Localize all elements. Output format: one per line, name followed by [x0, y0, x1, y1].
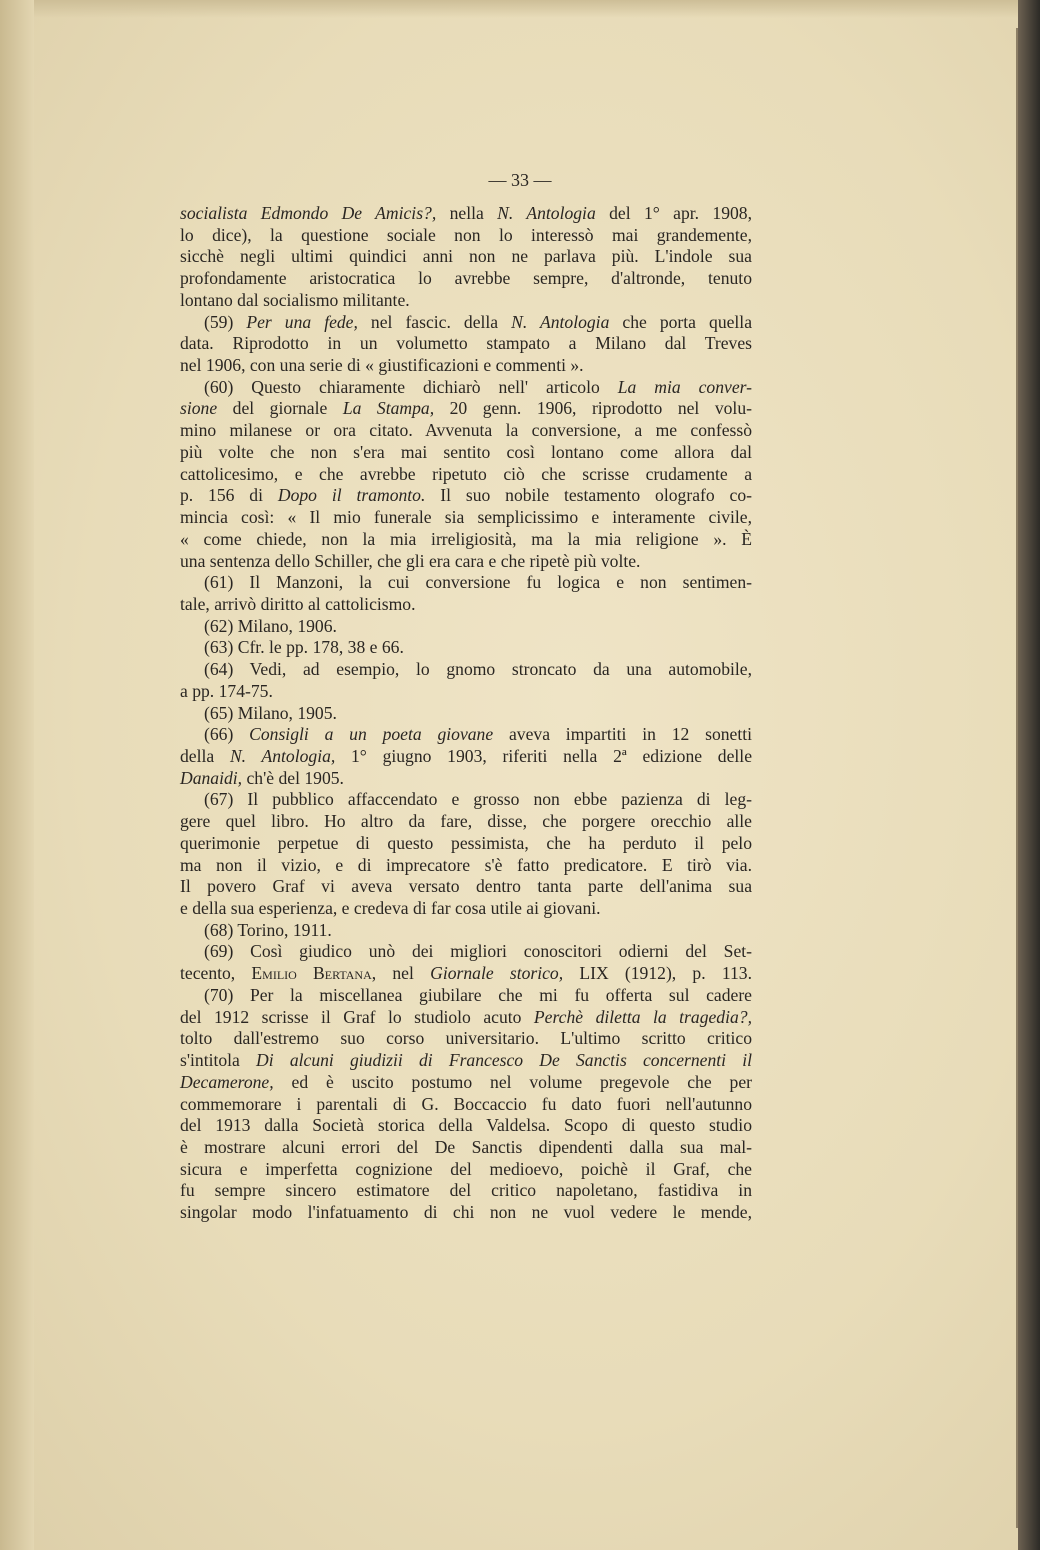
page-top-shadow — [0, 0, 1040, 18]
text-line — [180, 1136, 752, 1158]
text-segment: del 1913 dalla Società storica della Valdelsa. Scopo di questo studio — [180, 1115, 752, 1136]
text-segment: del giornale — [217, 398, 343, 419]
text-segment: ma non il vizio, e di imprecatore s'è fatto predicatore. E tirò via. — [180, 854, 752, 875]
text-segment: più volte che non s'era mai sentito così lontano come allora dal — [180, 441, 752, 462]
text-line — [180, 441, 752, 463]
text-segment: aveva impartiti in 12 sonetti — [493, 724, 753, 745]
text-segment: una sentenza dello Schiller, che gli era cara e che ripetè più volte. — [180, 550, 641, 571]
text-line — [204, 788, 752, 810]
text-line — [180, 1201, 752, 1223]
italic-text: socialista Edmondo De Amicis?, — [180, 203, 437, 223]
text-segment: della — [180, 746, 230, 766]
text-segment: lo dice), la questione sociale non lo interessò mai grandemente, — [180, 224, 752, 245]
text-segment: cattolicesimo, e che avrebbe ripetuto ciò che scrisse crudamente a — [180, 463, 752, 484]
text-segment: gere quel libro. Ho altro da fare, disse, che porgere orecchio alle — [180, 811, 752, 832]
text-line — [180, 463, 752, 485]
text-line — [180, 832, 752, 854]
italic-text: sione — [180, 398, 218, 419]
italic-text: Consigli a un poeta giovane — [249, 724, 494, 745]
small-caps-text: Emilio Bertana — [251, 963, 372, 984]
text-segment: nel fascic. della — [357, 311, 512, 332]
text-line — [204, 615, 752, 637]
text-line — [204, 571, 752, 593]
text-segment: è mostrare alcuni errori del De Sanctis dipendenti dalla sua mal- — [180, 1136, 752, 1157]
text-segment: tolto dall'estremo suo corso universitario. L'ultimo scritto critico — [180, 1028, 752, 1049]
italic-text: Di alcuni giudizii di Francesco De Sanctis concernenti il — [256, 1050, 752, 1071]
text-line — [204, 919, 752, 941]
text-line — [180, 419, 752, 441]
text-segment: LIX (1912), p. 113. — [563, 963, 752, 984]
text-line — [204, 311, 752, 333]
text-segment: « come chiede, non la mia irreligiosità, ma la mia religione ». È — [180, 528, 752, 549]
text-segment: nella — [436, 203, 498, 223]
italic-text: Giornale storico, — [430, 963, 564, 984]
text-line — [180, 397, 752, 419]
text-line — [180, 506, 752, 528]
text-segment: Il povero Graf vi aveva versato dentro tanta parte dell'anima sua — [180, 876, 752, 897]
text-segment: a pp. 174-75. — [180, 680, 273, 701]
text-line — [180, 1049, 752, 1071]
italic-text: N. Antologia — [511, 311, 610, 332]
text-line — [180, 332, 752, 354]
text-segment: (70) Per la miscellanea giubilare che mi fu offerta sul cadere — [204, 984, 752, 1005]
text-line — [180, 245, 752, 267]
text-line — [204, 984, 752, 1006]
text-segment: p. 156 di — [180, 485, 278, 506]
text-segment: (64) Vedi, ad esempio, lo gnomo stroncato da una automobile, — [204, 659, 752, 680]
italic-text: Dopo il tramonto. — [277, 485, 426, 506]
text-segment: profondamente aristocratica lo avrebbe sempre, d'altronde, tenuto — [180, 268, 752, 289]
text-segment: (61) Il Manzoni, la cui conversione fu logica e non sentimen- — [204, 572, 752, 593]
text-segment: 20 genn. 1906, riprodotto nel volu- — [434, 398, 752, 419]
text-segment: sicchè negli ultimi quindici anni non ne parlava più. L'indole sua — [180, 246, 752, 267]
text-line — [180, 484, 752, 506]
text-line — [180, 1027, 752, 1049]
text-line — [204, 702, 752, 724]
text-segment: (62) Milano, 1906. — [204, 615, 337, 636]
text-segment: ch'è del 1905. — [242, 767, 344, 788]
text-line — [180, 267, 752, 289]
text-segment: (67) Il pubblico affaccendato e grosso non ebbe pazienza di leg- — [204, 789, 752, 810]
text-line — [180, 593, 752, 615]
text-line — [180, 550, 752, 572]
text-segment: tale, arrivò diritto al cattolicismo. — [180, 593, 416, 614]
text-segment: commemorare i parentali di G. Boccaccio fu dato fuori nell'autunno — [180, 1093, 752, 1114]
text-segment: s'intitola — [180, 1050, 257, 1071]
italic-text: La mia conver- — [617, 376, 752, 397]
text-line — [180, 224, 752, 246]
text-segment: (60) Questo chiaramente dichiarò nell' articolo — [204, 376, 618, 397]
text-segment: del 1° apr. 1908, — [595, 203, 752, 223]
text-line — [180, 767, 752, 789]
italic-text: La Stampa, — [342, 398, 435, 419]
text-line — [180, 1114, 752, 1136]
italic-text: N. Antologia, — [229, 746, 336, 766]
text-segment: mino milanese or ora citato. Avvenuta la conversione, a me confessò — [180, 420, 752, 441]
text-line — [180, 289, 752, 311]
text-segment: (69) Così giudico unò dei migliori conoscitori odierni del Set- — [204, 941, 752, 962]
text-segment: data. Riprodotto in un volumetto stampato a Milano dal Treves — [180, 333, 752, 354]
page-left-edge — [0, 0, 34, 1550]
text-line — [180, 962, 752, 984]
text-segment: (65) Milano, 1905. — [204, 702, 337, 723]
text-line — [180, 810, 752, 832]
text-line — [180, 528, 752, 550]
text-line — [180, 745, 752, 767]
text-line — [204, 940, 752, 962]
text-segment: tecento, — [180, 963, 252, 984]
text-line — [180, 897, 752, 919]
text-line — [180, 1093, 752, 1115]
text-line — [180, 854, 752, 876]
page-number: — 33 — — [488, 170, 552, 190]
text-line — [204, 658, 752, 680]
text-segment: , nel — [371, 963, 431, 984]
text-line — [180, 875, 752, 897]
text-segment: querimonie perpetue di questo pessimista, che ha perduto il pelo — [180, 832, 752, 853]
text-line — [204, 376, 752, 398]
italic-text: Perchè diletta la tragedia?, — [533, 1006, 752, 1027]
text-line — [180, 1158, 752, 1180]
text-segment: 1° giugno 1903, riferiti nella 2ª edizione delle — [335, 746, 752, 766]
text-line — [180, 1006, 752, 1028]
text-segment: del 1912 scrisse il Graf lo studiolo acuto — [180, 1006, 534, 1027]
text-line — [180, 680, 752, 702]
text-line — [180, 202, 752, 224]
text-segment: (68) Torino, 1911. — [204, 919, 332, 940]
italic-text: Danaidi, — [180, 767, 243, 788]
text-line — [204, 636, 752, 658]
text-segment: Il suo nobile testamento olografo co- — [425, 485, 752, 506]
text-segment: fu sempre sincero estimatore del critico napoletano, fastidiva in — [180, 1180, 752, 1201]
text-segment: ed è uscito postumo nel volume pregevole che per — [273, 1071, 752, 1092]
text-segment: che porta quella — [609, 311, 753, 332]
italic-text: Per una fede, — [246, 311, 358, 332]
text-segment: (63) Cfr. le pp. 178, 38 e 66. — [204, 637, 404, 658]
page-right-edge — [1018, 0, 1040, 1550]
text-line — [180, 1071, 752, 1093]
text-segment: mincia così: « Il mio funerale sia semplicissimo e interamente civile, — [180, 507, 752, 528]
text-segment: sicura e imperfetta cognizione del medioevo, poichè il Graf, che — [180, 1158, 752, 1179]
text-segment: lontano dal socialismo militante. — [180, 289, 410, 310]
text-segment: singolar modo l'infatuamento di chi non ne vuol vedere le mende, — [180, 1202, 752, 1223]
text-segment: (59) — [204, 311, 247, 332]
text-line — [204, 723, 752, 745]
text-segment: (66) — [204, 724, 250, 745]
text-line — [180, 354, 752, 376]
italic-text: Decamerone, — [180, 1071, 274, 1092]
text-segment: nel 1906, con una serie di « giustificazioni e commenti ». — [180, 355, 584, 376]
text-line — [180, 1179, 752, 1201]
text-segment: e della sua esperienza, e credeva di far cosa utile ai giovani. — [180, 898, 601, 919]
italic-text: N. Antologia — [497, 203, 596, 223]
